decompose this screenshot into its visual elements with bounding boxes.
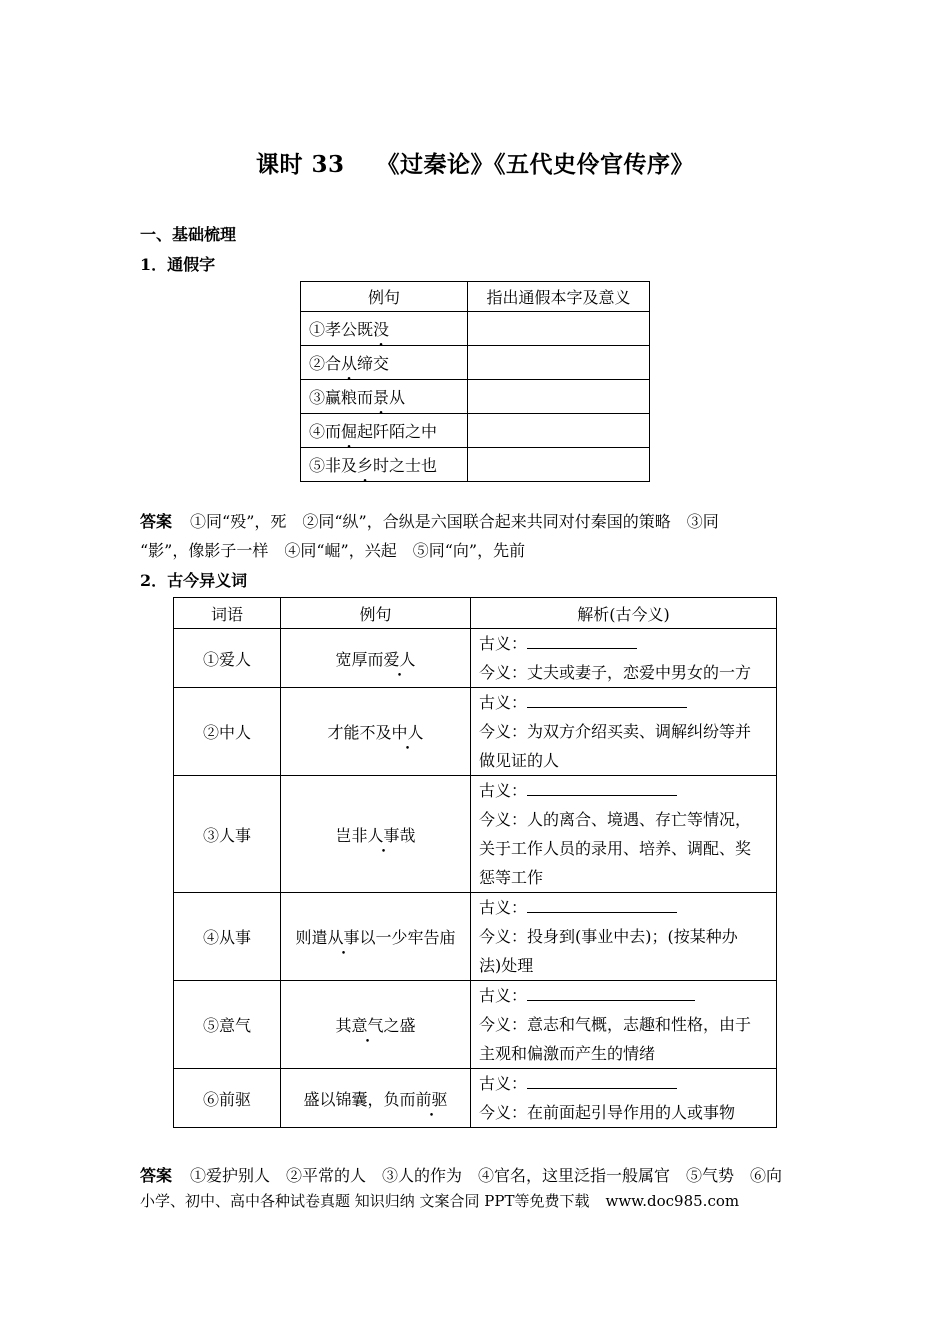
modern-meaning-line: 做见证的人 [479, 751, 560, 770]
table-row [174, 688, 777, 776]
sentence-text: 宽厚而 [335, 649, 384, 669]
answer-blank-cell [468, 414, 650, 448]
ancient-meaning-line [479, 776, 768, 805]
table-header: 例句 [281, 598, 471, 629]
emphasized-word: 前驱 [415, 1089, 448, 1109]
subsection-label: 古今异义词 [167, 571, 248, 590]
modern-meaning-line: 今义：在前面起引导作用的人或事物 [479, 1103, 736, 1122]
footer-url: www.doc985.com [605, 1192, 740, 1210]
modern-meaning-line: 今义：意志和气概，志趣和性格，由于 [479, 1015, 752, 1034]
sentence-text: 则遣 [295, 928, 328, 947]
sentence-text: ③赢粮而 [309, 388, 374, 407]
sentence-text: ⑤非及 [309, 456, 358, 475]
sentence-text: 才能不及 [327, 723, 392, 742]
fill-in-blank [527, 1074, 677, 1089]
example-sentence-cell [281, 776, 471, 893]
table-header: 词语 [174, 598, 281, 629]
sentence-text: ④而 [309, 422, 342, 441]
answer-text: ①同“殁”，死 ②同“纵”，合纵是六国联合起来共同对付秦国的策略 ③同 [190, 512, 719, 531]
sentence-text: 盛以锦囊，负而 [303, 1089, 416, 1109]
answer-blank-cell [468, 448, 650, 482]
table-row [174, 981, 777, 1069]
example-sentence-cell [281, 688, 471, 776]
emphasized-word: 意气 [351, 1016, 384, 1035]
answer-block-1 [140, 507, 820, 565]
analysis-cell [471, 893, 777, 981]
analysis-cell [471, 688, 777, 776]
section-heading: 一、基础梳理 [140, 225, 237, 244]
table-row [301, 346, 650, 380]
analysis-cell [471, 981, 777, 1069]
ancient-meaning-line [479, 1069, 768, 1098]
table-row [174, 893, 777, 981]
sentence-text: 时之士也 [373, 456, 438, 475]
word-cell: ①爱人 [174, 629, 281, 688]
example-sentence-cell [301, 448, 468, 482]
subsection-number: 1． [140, 255, 168, 274]
ancient-meaning-line [479, 893, 768, 922]
word-cell: ⑤意气 [174, 981, 281, 1069]
subsection-number: 2． [140, 571, 168, 590]
modern-meaning-line: 法)处理 [479, 956, 534, 975]
sentence-text: 其 [335, 1016, 352, 1035]
fill-in-blank [527, 781, 677, 796]
emphasized-word: 中人 [391, 723, 424, 742]
ancient-meaning-label: 古义： [479, 634, 528, 653]
emphasized-word: 从事 [327, 928, 360, 947]
emphasized-word: 人事 [367, 825, 400, 845]
fill-in-blank [527, 986, 695, 1001]
sentence-text: 从 [389, 388, 406, 407]
ancient-meaning-line [479, 981, 768, 1010]
sentence-text: 起阡陌之中 [357, 422, 438, 441]
sentence-text: 岂非 [335, 825, 368, 845]
table-header: 解析(古今义) [471, 598, 777, 629]
emphasized-char: 景 [373, 388, 390, 407]
example-sentence-cell [301, 414, 468, 448]
sentence-text: ②合 [309, 354, 342, 373]
answer-line [140, 536, 820, 565]
sentence-text: ①孝公既 [309, 320, 374, 339]
ancient-meaning-label: 古义： [479, 693, 528, 712]
emphasized-char: 乡 [357, 456, 374, 475]
subsection-heading-gujin [140, 568, 247, 591]
table-header: 指出通假本字及意义 [468, 282, 650, 312]
answer-text: “影”，像影子一样 ④同“崛”，兴起 ⑤同“向”，先前 [140, 541, 526, 560]
table-row [174, 776, 777, 893]
word-cell: ③人事 [174, 776, 281, 893]
table-row [301, 448, 650, 482]
fill-in-blank [527, 634, 637, 649]
fill-in-blank [527, 693, 687, 708]
answer-label: 答案 [140, 1166, 173, 1185]
emphasized-char: 没 [373, 320, 390, 339]
sentence-text: 缔交 [357, 354, 390, 373]
modern-meaning-line: 惩等工作 [479, 868, 544, 887]
tongjiazi-table [300, 281, 650, 482]
word-cell: ②中人 [174, 688, 281, 776]
table-header-row [301, 282, 650, 312]
example-sentence-cell [281, 893, 471, 981]
example-sentence-cell [301, 380, 468, 414]
word-cell: ⑥前驱 [174, 1069, 281, 1128]
footer-text: 小学、初中、高中各种试卷真题 知识归纳 文案合同 PPT等免费下载 [140, 1192, 590, 1210]
ancient-meaning-line [479, 688, 768, 717]
answer-line [140, 507, 820, 536]
table-row [301, 414, 650, 448]
answer-blank-cell [468, 312, 650, 346]
answer-blank-cell [468, 346, 650, 380]
page-footer [140, 1190, 840, 1211]
example-sentence-cell [281, 1069, 471, 1128]
word-cell: ④从事 [174, 893, 281, 981]
title-texts: 《过秦论》《五代史伶官传序》 [376, 151, 694, 178]
emphasized-char: 从 [341, 354, 358, 373]
example-sentence-cell [301, 346, 468, 380]
ancient-meaning-label: 古义： [479, 986, 528, 1005]
ancient-meaning-label: 古义： [479, 781, 528, 800]
table-header-row [174, 598, 777, 629]
sentence-text: 哉 [399, 825, 416, 845]
example-sentence-cell [281, 981, 471, 1069]
modern-meaning-line: 今义：丈夫或妻子，恋爱中男女的一方 [479, 663, 752, 682]
example-sentence-cell [281, 629, 471, 688]
modern-meaning-line: 今义：人的离合、境遇、存亡等情况， [479, 810, 752, 829]
emphasized-word: 爱人 [383, 649, 416, 669]
subsection-label: 通假字 [167, 255, 216, 274]
answer-line [140, 1161, 820, 1190]
gujin-table [173, 597, 777, 1128]
answer-text: ①爱护别人 ②平常的人 ③人的作为 ④官名，这里泛指一般属官 ⑤气势 ⑥向 [190, 1166, 783, 1185]
table-row [301, 380, 650, 414]
answer-label: 答案 [140, 512, 173, 531]
modern-meaning-line: 关于工作人员的录用、培养、调配、奖 [479, 839, 752, 858]
subsection-heading-tongjiazi [140, 252, 215, 275]
modern-meaning-line: 今义：投身到(事业中去)；(按某种办 [479, 927, 738, 946]
table-row [174, 1069, 777, 1128]
page-title [0, 146, 950, 179]
table-header: 例句 [301, 282, 468, 312]
table-row [301, 312, 650, 346]
ancient-meaning-label: 古义： [479, 898, 528, 917]
ancient-meaning-line [479, 629, 768, 658]
table-row [174, 629, 777, 688]
fill-in-blank [527, 898, 677, 913]
analysis-cell [471, 1069, 777, 1128]
answer-block-2 [140, 1161, 820, 1190]
title-lesson: 课时 33 [255, 151, 345, 178]
analysis-cell [471, 629, 777, 688]
modern-meaning-line: 今义：为双方介绍买卖、调解纠纷等并 [479, 722, 752, 741]
analysis-cell [471, 776, 777, 893]
example-sentence-cell [301, 312, 468, 346]
answer-blank-cell [468, 380, 650, 414]
emphasized-char: 倔 [341, 422, 358, 441]
modern-meaning-line: 主观和偏激而产生的情绪 [479, 1044, 656, 1063]
sentence-text: 以一少牢告庙 [359, 928, 456, 947]
sentence-text: 之盛 [383, 1016, 416, 1035]
ancient-meaning-label: 古义： [479, 1074, 528, 1093]
